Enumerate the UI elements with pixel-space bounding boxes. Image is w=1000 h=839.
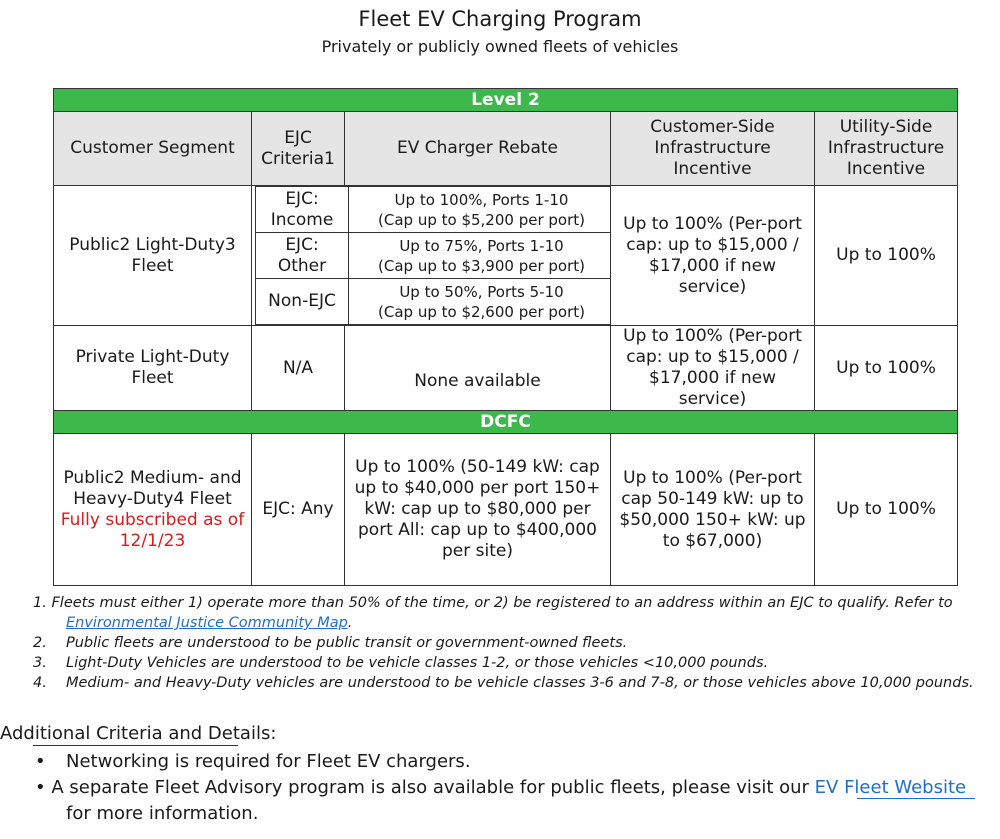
link-underline bbox=[857, 798, 975, 799]
footnote-1-end: . bbox=[347, 615, 353, 631]
tier-rebate-line2: (Cap up to $5,200 per port) bbox=[378, 210, 585, 229]
utility-side-cell: Up to 100% bbox=[815, 434, 958, 586]
dcfc-label: DCFC bbox=[54, 411, 958, 434]
tier-rebate bbox=[349, 187, 611, 233]
segment-label: Public2 Medium- and Heavy-Duty4 Fleet bbox=[63, 467, 242, 509]
additional-heading: Additional Criteria and Details: bbox=[0, 723, 277, 744]
tier-row bbox=[256, 187, 611, 233]
segment-cell bbox=[54, 434, 252, 586]
incentive-table bbox=[53, 88, 958, 586]
footnote-4-num: 4. bbox=[33, 675, 47, 691]
ev-fleet-website-link[interactable]: EV Fleet Website bbox=[814, 777, 967, 798]
ejc-cell: N/A bbox=[252, 326, 345, 411]
customer-side-cell: Up to 100% (Per-port cap: up to $15,000 / $17,000 if new service) bbox=[611, 186, 815, 326]
footnote-4 bbox=[0, 673, 1000, 693]
tier-rebate-line1: Up to 50%, Ports 5-10 bbox=[399, 282, 564, 301]
customer-side-cell: Up to 100% (Per-port cap 50-149 kW: up to $50,000 150+ kW: up to $67,000) bbox=[611, 434, 815, 586]
footnote-2-text: Public fleets are understood to be public transit or government-owned fleets. bbox=[66, 635, 628, 651]
footnote-3 bbox=[0, 653, 1000, 673]
customer-side-cell: Up to 100% (Per-port cap: up to $15,000 / $17,000 if new service) bbox=[611, 326, 815, 411]
ejc-map-link[interactable]: Environmental Justice Community Map bbox=[66, 615, 348, 631]
level2-band bbox=[54, 89, 958, 112]
tier-rebate bbox=[349, 279, 611, 325]
tier-ejc: EJC: Other bbox=[256, 233, 349, 279]
heading-underline bbox=[33, 745, 238, 746]
bullet-dot: • bbox=[35, 751, 46, 772]
dcfc-band bbox=[54, 411, 958, 434]
tier-cell bbox=[252, 186, 611, 326]
page-subtitle: Privately or publicly owned fleets of vehicles bbox=[321, 37, 679, 56]
footnote-1 bbox=[0, 593, 1000, 613]
segment-cell: Private Light-Duty Fleet bbox=[54, 326, 252, 411]
rebate-cell: Up to 100% (50-149 kW: cap up to $40,000 per port 150+ kW: cap up to $80,000 per port All: cap up to $400,000 per site) bbox=[345, 434, 611, 586]
rebate-cell: None available bbox=[345, 326, 611, 411]
tier-ejc: EJC: Income bbox=[256, 187, 349, 233]
bullet-dot: • bbox=[35, 777, 52, 798]
page-title: Fleet EV Charging Program bbox=[358, 7, 642, 31]
tier-rebate-line2: (Cap up to $2,600 per port) bbox=[378, 302, 585, 321]
bullet-1-text: Networking is required for Fleet EV chargers. bbox=[66, 751, 471, 772]
footnote-2 bbox=[0, 633, 1000, 653]
table-row-public-medium-heavy bbox=[54, 434, 958, 586]
tier-row bbox=[256, 233, 611, 279]
level2-label: Level 2 bbox=[54, 89, 958, 112]
footnote-4-text: Medium- and Heavy-Duty vehicles are understood to be vehicle classes 3-6 and 7-8, or those vehicles above 10,000 pounds. bbox=[66, 675, 974, 691]
footnote-1-text: 1. Fleets must either 1) operate more than 50% of the time, or 2) be registered to an address within an EJC to qualify. Refer to bbox=[33, 595, 953, 611]
footnote-2-num: 2. bbox=[33, 635, 47, 651]
utility-side-cell: Up to 100% bbox=[815, 326, 958, 411]
tier-subtable bbox=[255, 186, 611, 325]
bullet-2-end: for more information. bbox=[66, 803, 259, 824]
utility-side-cell: Up to 100% bbox=[815, 186, 958, 326]
col-header-segment: Customer Segment bbox=[54, 112, 252, 186]
tier-rebate-line1: Up to 75%, Ports 1-10 bbox=[399, 236, 564, 255]
tier-rebate-line2: (Cap up to $3,900 per port) bbox=[378, 256, 585, 275]
col-header-utility-side: Utility-Side Infrastructure Incentive bbox=[815, 112, 958, 186]
col-header-ejc: EJC Criteria1 bbox=[252, 112, 345, 186]
tier-rebate-line1: Up to 100%, Ports 1-10 bbox=[394, 190, 569, 209]
table-row-public-light-duty bbox=[54, 186, 958, 326]
ejc-cell: EJC: Any bbox=[252, 434, 345, 586]
footnotes bbox=[0, 593, 1000, 693]
bullet-fleet-advisory bbox=[35, 775, 966, 801]
bullet-networking bbox=[35, 749, 471, 775]
subscription-status: Fully subscribed as of 12/1/23 bbox=[60, 509, 245, 551]
footnote-3-num: 3. bbox=[33, 655, 47, 671]
bullet-2-text: A separate Fleet Advisory program is also available for public fleets, please visit our bbox=[51, 777, 809, 798]
footnote-1-cont bbox=[0, 613, 1000, 633]
segment-cell: Public2 Light-Duty3 Fleet bbox=[54, 186, 252, 326]
footnote-3-text: Light-Duty Vehicles are understood to be vehicle classes 1-2, or those vehicles <10,000 pounds. bbox=[66, 655, 769, 671]
table-header-row bbox=[54, 112, 958, 186]
tier-rebate bbox=[349, 233, 611, 279]
tier-row bbox=[256, 279, 611, 325]
tier-ejc: Non-EJC bbox=[256, 279, 349, 325]
col-header-rebate: EV Charger Rebate bbox=[345, 112, 611, 186]
col-header-customer-side: Customer-Side Infrastructure Incentive bbox=[611, 112, 815, 186]
table-row-private-light-duty bbox=[54, 326, 958, 411]
